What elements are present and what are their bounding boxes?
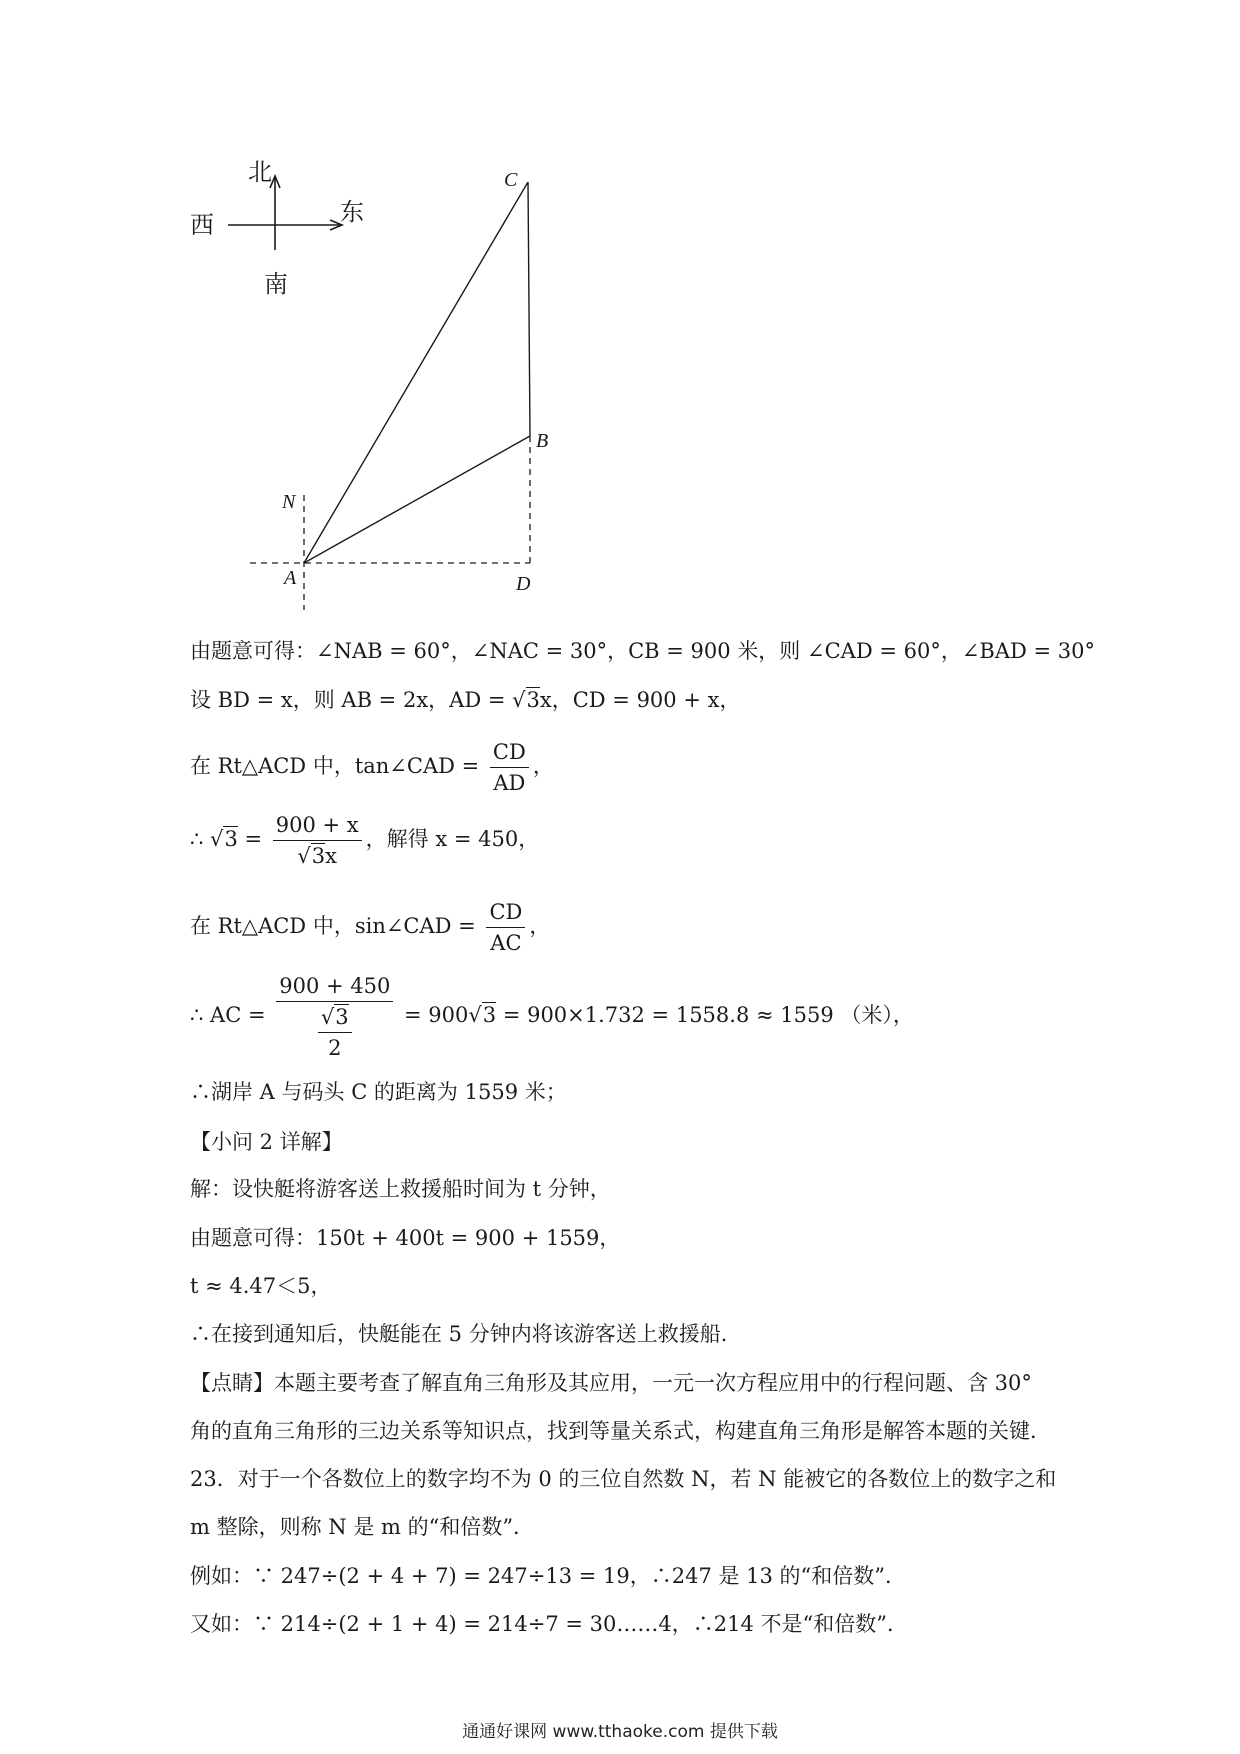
fraction-ac: $\frac{900 + 450}{\frac{√3}{2}}$ [276,973,393,1061]
sqrt-3: √3 [468,1003,497,1027]
sqrt-3: √3 [512,688,540,712]
sqrt-3: √3 [320,1004,349,1029]
line-5-part-a: 在 Rt△ACD 中，sin∠CAD = [190,914,483,938]
line-2-part-c: x，CD = 900 + x， [539,688,741,712]
line-11: t ≈ 4.47＜5， [190,1274,332,1298]
line-17: 例如：∵ 247÷(2 + 4 + 7) = 247÷13 = 19，∴247 是 13 的“和倍数”． [190,1564,907,1588]
triangle-lines [304,182,530,563]
line-5 [190,897,550,956]
point-c-label: C [504,169,518,191]
compass-south: 南 [264,270,288,298]
geometry-diagram [190,150,570,620]
compass-west: 西 [190,211,214,239]
compass-east: 东 [340,198,364,226]
line-3 [190,737,554,796]
point-a-label: A [284,567,297,589]
line-2-part-a: 设 BD = x，则 AB = 2x，AD = [190,688,513,712]
line-2 [190,685,740,715]
line-3-part-b: ， [532,754,554,778]
point-b-label: B [536,430,549,452]
line-6-part-d: = 900×1.732 = 1558.8 ≈ 1559 （米）， [496,1003,914,1027]
line-8-heading: 【小问 2 详解】 [190,1130,343,1154]
line-18: 又如：∵ 214÷(2 + 1 + 4) = 214÷7 = 30……4，∴214 不是“和倍数”． [190,1612,908,1636]
fraction-900x: $\frac{900 + x}{√3x}$ [273,812,362,869]
compass [228,176,342,250]
line-3-part-a: 在 Rt△ACD 中，tan∠CAD = [190,754,486,778]
point-d-label: D [516,573,531,595]
line-4 [190,810,539,869]
line-10: 由题意可得：150t + 400t = 900 + 1559， [190,1226,621,1250]
compass-north: 北 [248,158,272,186]
line-7: ∴湖岸 A 与码头 C 的距离为 1559 米； [190,1080,567,1104]
line-6-part-a: ∴ AC = [190,1003,273,1027]
fraction-cd-ac: $\frac{CD}{AC}$ [486,899,525,956]
line-6-part-b: = 900 [397,1003,469,1027]
point-n-label: N [282,491,296,513]
line-16: m 整除，则称 N 是 m 的“和倍数”． [190,1515,535,1539]
line-9: 解：设快艇将游客送上救援船时间为 t 分钟， [190,1177,611,1201]
line-12: ∴在接到通知后，快艇能在 5 分钟内将该游客送上救援船． [190,1322,742,1346]
line-4-equals: = [237,827,269,851]
line-13: 【点睛】本题主要考查了解直角三角形及其应用，一元一次方程应用中的行程问题、含 30° [190,1371,1032,1395]
line-4-solve: ，解得 x = 450， [365,827,540,851]
line-15: 23．对于一个各数位上的数字均不为 0 的三位自然数 N，若 N 能被它的各数位上的数字之和 [190,1467,1057,1491]
sqrt-3: √3 [210,827,238,851]
sqrt-3: √3 [297,844,326,868]
fraction-sqrt3-over-2: $\frac{√3}{2}$ [318,1004,352,1061]
page-footer: 通通好课网 www.tthaoke.com 提供下载 [462,1722,778,1742]
line-6 [190,970,914,1061]
line-4-therefore: ∴ [190,827,211,851]
fraction-cd-ad: $\frac{CD}{AD}$ [490,739,529,796]
line-5-part-b: ， [529,914,551,938]
line-1: 由题意可得：∠NAB = 60°，∠NAC = 30°，CB = 900 米，则 ∠CAD = 60°，∠BAD = 30° [190,639,1096,663]
line-14: 角的直角三角形的三边关系等知识点，找到等量关系式，构建直角三角形是解答本题的关键． [190,1419,1051,1443]
